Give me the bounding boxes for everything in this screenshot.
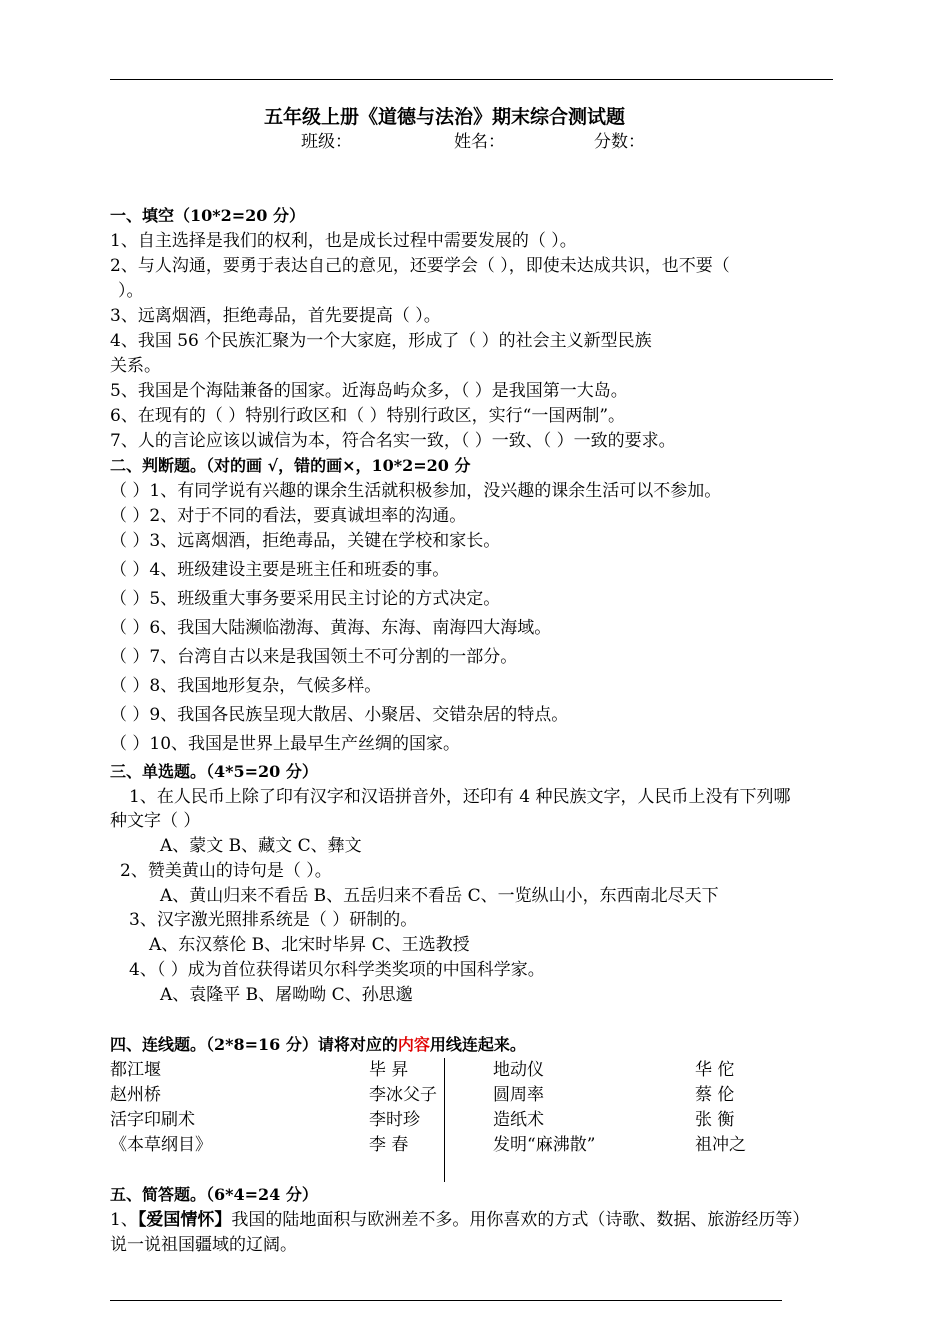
choice-q1: 1、在人民币上除了印有汉字和汉语拼音外，还印有 4 种民族文字，人民币上没有下列哪 xyxy=(129,787,791,807)
top-rule xyxy=(110,79,833,80)
choice-q1-cont: 种文字（ ） xyxy=(110,811,201,831)
judge-q4: （ ）4、班级建设主要是班主任和班委的事。 xyxy=(110,560,450,580)
fill-q1: 1、自主选择是我们的权利，也是成长过程中需要发展的（ ）。 xyxy=(110,231,577,251)
section4-heading-red: 内容 xyxy=(397,1035,430,1054)
match-right-a-1: 地动仪 xyxy=(493,1060,544,1080)
judge-q2: （ ）2、对于不同的看法，要真诚坦率的沟通。 xyxy=(110,506,467,526)
choice-q2: 2、赞美黄山的诗句是（ ）。 xyxy=(120,861,332,881)
bottom-rule xyxy=(110,1300,782,1301)
section4-heading-text-b: 用线连起来。 xyxy=(429,1035,526,1054)
fill-q4-cont: 关系。 xyxy=(110,356,161,376)
match-right-a-2: 圆周率 xyxy=(493,1085,544,1105)
match-left-a-4: 《本草纲目》 xyxy=(110,1135,212,1155)
page-title: 五年级上册《道德与法治》期末综合测试题 xyxy=(264,106,626,128)
judge-q7: （ ）7、台湾自古以来是我国领土不可分割的一部分。 xyxy=(110,647,518,667)
match-right-a-3: 造纸术 xyxy=(493,1110,544,1130)
match-left-a-1: 都江堰 xyxy=(110,1060,161,1080)
match-divider xyxy=(444,1058,445,1182)
match-left-b-3: 李时珍 xyxy=(369,1110,420,1130)
match-right-a-4: 发明“麻沸散” xyxy=(493,1135,596,1155)
choice-q3-options: A、东汉蔡伦 B、北宋时毕昇 C、王选教授 xyxy=(149,935,470,955)
match-right-b-4: 祖冲之 xyxy=(695,1135,746,1155)
section5-heading: 五、简答题。（6*4=24 分） xyxy=(110,1185,318,1204)
short-answer-q1-tag: 【爱国情怀】 xyxy=(137,1210,232,1230)
name-label: 姓名： xyxy=(454,132,505,152)
match-left-a-2: 赵州桥 xyxy=(110,1085,161,1105)
judge-q5: （ ）5、班级重大事务要采用民主讨论的方式决定。 xyxy=(110,589,501,609)
match-left-b-4: 李 春 xyxy=(369,1135,409,1155)
match-left-b-1: 毕 昇 xyxy=(369,1060,409,1080)
fill-q4: 4、我国 56 个民族汇聚为一个大家庭，形成了（ ）的社会主义新型民族 xyxy=(110,331,652,351)
section1-heading: 一、填空（10*2=20 分） xyxy=(110,206,306,225)
choice-q3: 3、汉字激光照排系统是（ ）研制的。 xyxy=(129,910,418,930)
score-label: 分数： xyxy=(594,132,645,152)
class-label: 班级： xyxy=(301,132,352,152)
fill-q6: 6、在现有的（ ）特别行政区和（ ）特别行政区，实行“一国两制”。 xyxy=(110,406,626,426)
fill-q3: 3、远离烟酒，拒绝毒品，首先要提高（ ）。 xyxy=(110,306,441,326)
judge-q10: （ ）10、我国是世界上最早生产丝绸的国家。 xyxy=(110,734,461,754)
match-right-b-1: 华 佗 xyxy=(695,1060,735,1080)
section4-heading xyxy=(110,1034,526,1056)
judge-q9: （ ）9、我国各民族呈现大散居、小聚居、交错杂居的特点。 xyxy=(110,705,569,725)
match-left-a-3: 活字印刷术 xyxy=(110,1110,195,1130)
judge-q1: （ ）1、有同学说有兴趣的课余生活就积极参加，没兴趣的课余生活可以不参加。 xyxy=(110,481,722,501)
choice-q2-options: A、黄山归来不看岳 B、五岳归来不看岳 C、一览纵山小，东西南北尽天下 xyxy=(160,886,719,906)
choice-q1-options: A、蒙文 B、藏文 C、彝文 xyxy=(160,836,362,856)
short-answer-q1-cont: 说一说祖国疆域的辽阔。 xyxy=(110,1235,297,1255)
section2-heading: 二、判断题。（对的画 √，错的画×，10*2=20 分 xyxy=(110,456,471,475)
short-answer-q1 xyxy=(110,1209,809,1231)
section4-heading-text-a: 四、连线题。（2*8=16 分）请将对应的 xyxy=(110,1035,398,1054)
judge-q6: （ ）6、我国大陆濒临渤海、黄海、东海、南海四大海域。 xyxy=(110,618,552,638)
fill-q5: 5、我国是个海陆兼备的国家。近海岛屿众多，（ ）是我国第一大岛。 xyxy=(110,381,628,401)
match-right-b-2: 蔡 伦 xyxy=(695,1085,735,1105)
section3-heading: 三、单选题。（4*5=20 分） xyxy=(110,762,318,781)
short-answer-q1-number: 1、 xyxy=(110,1210,138,1230)
fill-q7: 7、人的言论应该以诚信为本，符合名实一致，（ ）一致、（ ）一致的要求。 xyxy=(110,431,676,451)
fill-q2: 2、与人沟通，要勇于表达自己的意见，还要学会（ ），即使未达成共识，也不要（ xyxy=(110,256,730,276)
choice-q4-options: A、袁隆平 B、屠呦呦 C、孙思邈 xyxy=(160,985,413,1005)
judge-q3: （ ）3、远离烟酒，拒绝毒品，关键在学校和家长。 xyxy=(110,531,501,551)
match-right-b-3: 张 衡 xyxy=(695,1110,735,1130)
fill-q2-cont: ）。 xyxy=(118,281,144,301)
short-answer-q1-text: 我国的陆地面积与欧洲差不多。用你喜欢的方式（诗歌、数据、旅游经历等） xyxy=(231,1210,810,1230)
match-left-b-2: 李冰父子 xyxy=(369,1085,437,1105)
choice-q4: 4、（ ）成为首位获得诺贝尔科学类奖项的中国科学家。 xyxy=(129,960,545,980)
judge-q8: （ ）8、我国地形复杂，气候多样。 xyxy=(110,676,382,696)
